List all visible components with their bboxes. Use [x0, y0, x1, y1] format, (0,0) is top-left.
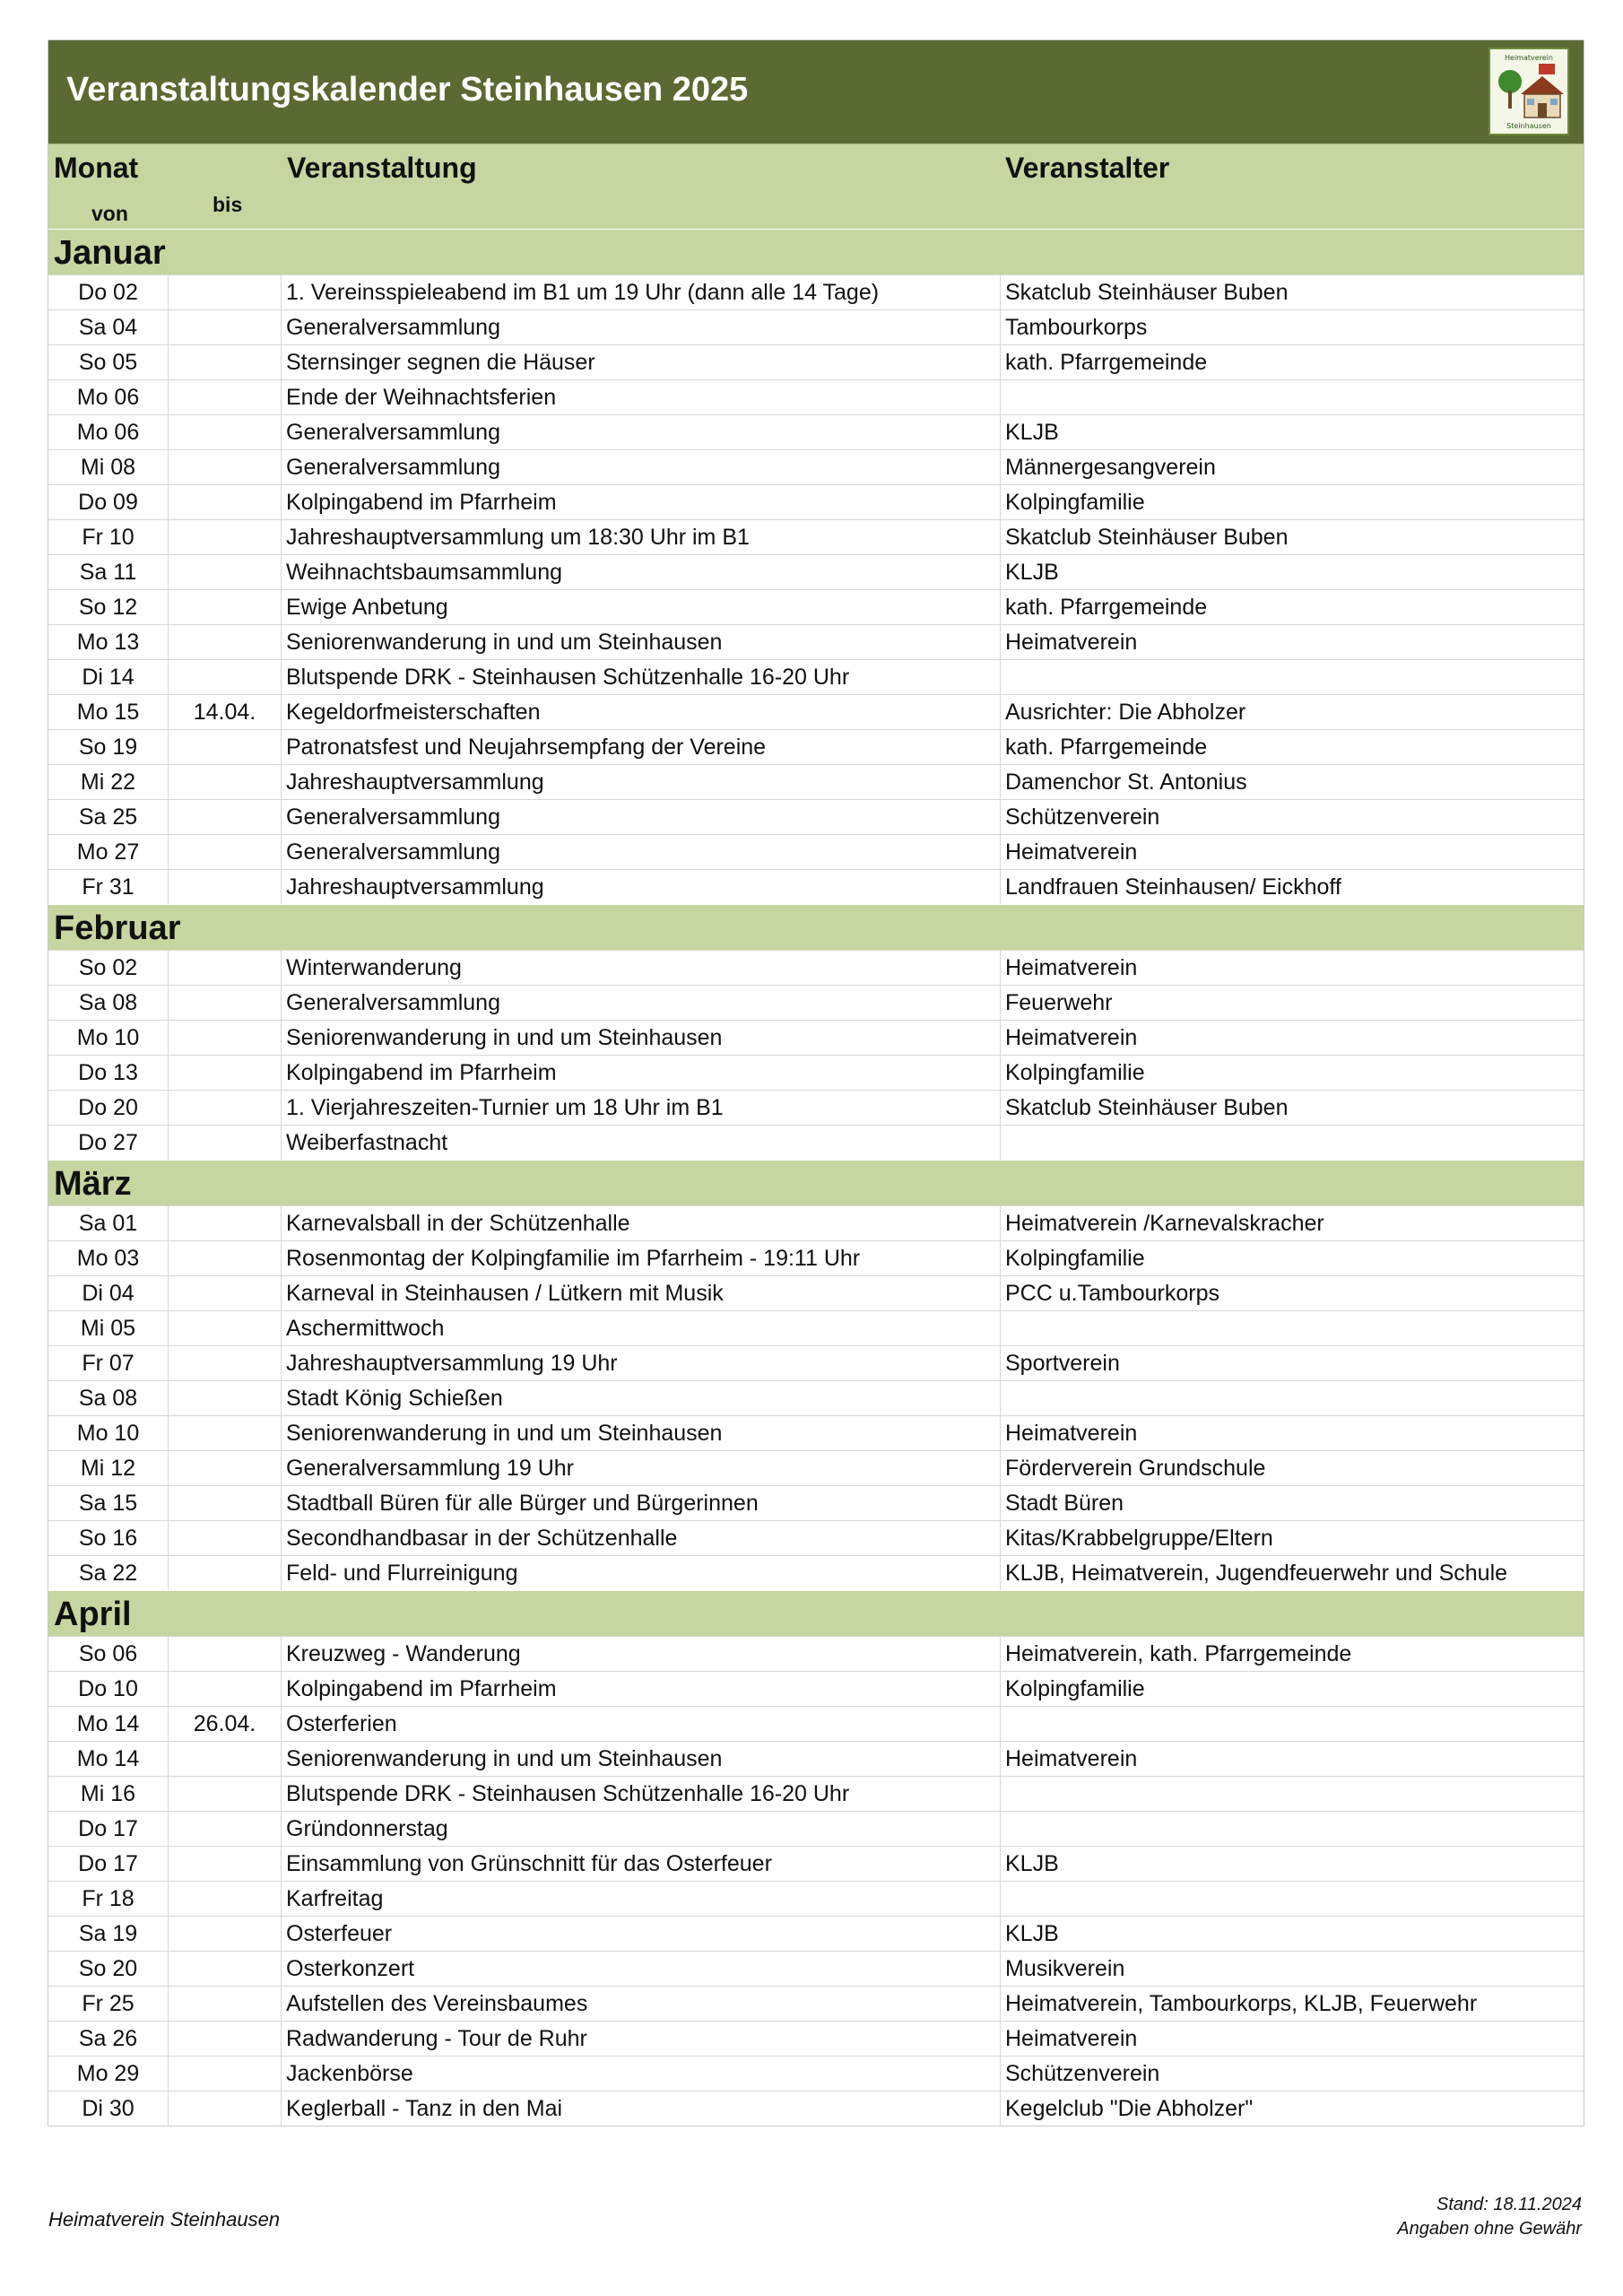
house-tree-emblem-icon [1488, 48, 1569, 135]
date-from: So 06 [48, 1637, 169, 1671]
date-from: So 02 [48, 951, 169, 985]
organizer: KLJB, Heimatverein, Jugendfeuerwehr und Schule [1005, 1561, 1508, 1586]
table-row [48, 1275, 1584, 1310]
event-name: 1. Vierjahreszeiten-Turnier um 18 Uhr im B1 [282, 1091, 1001, 1125]
date-to [169, 520, 282, 554]
date-from: Sa 11 [48, 555, 169, 589]
date-to [169, 765, 282, 799]
date-to [169, 1672, 282, 1706]
date-from: Do 13 [48, 1056, 169, 1090]
date-from: Do 20 [48, 1091, 169, 1125]
date-to [169, 1056, 282, 1090]
organizer: Kegelclub "Die Abholzer" [1005, 2096, 1254, 2121]
date-to [169, 625, 282, 659]
date-from: Mo 15 [48, 695, 169, 729]
header-bis: bis [213, 193, 243, 216]
date-from: Mo 10 [48, 1021, 169, 1055]
event-name: Aschermittwoch [282, 1311, 1001, 1345]
event-name: Gründonnerstag [282, 1812, 1001, 1846]
month-header [48, 1160, 1584, 1205]
event-name: Jackenbörse [282, 2057, 1001, 2091]
date-from: Mo 14 [48, 1707, 169, 1741]
event-name: Keglerball - Tanz in den Mai [282, 2092, 1001, 2126]
date-from: Mi 08 [48, 450, 169, 484]
table-row [48, 484, 1584, 519]
event-name: Sternsinger segnen die Häuser [282, 345, 1001, 379]
table-row [48, 1345, 1584, 1380]
organizer: kath. Pfarrgemeinde [1005, 350, 1208, 375]
footer-note: Angaben ohne Gewähr [1397, 2219, 1582, 2239]
date-from: So 12 [48, 590, 169, 624]
event-name: Jahreshauptversammlung [282, 765, 1001, 799]
table-row [48, 1125, 1584, 1160]
organizer: PCC u.Tambourkorps [1005, 1281, 1219, 1306]
date-from: Fr 31 [48, 870, 169, 904]
event-name: Blutspende DRK - Steinhausen Schützenhalle 16-20 Uhr [282, 1777, 1001, 1811]
organizer [1001, 1777, 1584, 1811]
event-name: Kegeldorfmeisterschaften [282, 695, 1001, 729]
date-to [169, 1126, 282, 1160]
date-from: Mo 14 [48, 1742, 169, 1776]
organizer: Förderverein Grundschule [1005, 1456, 1266, 1481]
footer-info [1397, 2193, 1582, 2241]
date-from: Sa 04 [48, 310, 169, 344]
table-row [48, 519, 1584, 554]
table-row [48, 1555, 1584, 1590]
organizer [1001, 1812, 1584, 1846]
date-from: Sa 22 [48, 1556, 169, 1590]
event-name: Jahreshauptversammlung um 18:30 Uhr im B1 [282, 520, 1001, 554]
date-to [169, 1777, 282, 1811]
date-from: Mo 10 [48, 1416, 169, 1450]
event-name: Aufstellen des Vereinsbaumes [282, 1987, 1001, 2021]
organizer: Feuerwehr [1005, 990, 1113, 1015]
date-to [169, 1276, 282, 1310]
table-row [48, 1090, 1584, 1125]
table-row [48, 985, 1584, 1020]
header-von: von [91, 202, 128, 225]
date-to [169, 380, 282, 414]
event-name: Seniorenwanderung in und um Steinhausen [282, 1742, 1001, 1776]
date-to [169, 345, 282, 379]
organizer: kath. Pfarrgemeinde [1005, 595, 1208, 620]
date-to [169, 1556, 282, 1590]
event-name: Seniorenwanderung in und um Steinhausen [282, 625, 1001, 659]
organizer: Sportverein [1005, 1351, 1120, 1376]
event-name: Osterfeuer [282, 1917, 1001, 1951]
organizer: KLJB [1005, 420, 1059, 445]
event-name: Weiberfastnacht [282, 1126, 1001, 1160]
date-to [169, 835, 282, 869]
months-container [48, 229, 1584, 2126]
date-to [169, 1346, 282, 1380]
month-header [48, 904, 1584, 950]
table-row [48, 1636, 1584, 1671]
event-name: Generalversammlung 19 Uhr [282, 1451, 1001, 1485]
organizer: Landfrauen Steinhausen/ Eickhoff [1005, 874, 1341, 900]
table-row [48, 1951, 1584, 1986]
date-from: Fr 18 [48, 1882, 169, 1916]
table-row [48, 1205, 1584, 1240]
date-from: Mi 12 [48, 1451, 169, 1485]
date-from: Do 10 [48, 1672, 169, 1706]
event-name: Einsammlung von Grünschnitt für das Osterfeuer [282, 1847, 1001, 1881]
table-row [48, 1986, 1584, 2021]
title-bar [48, 40, 1584, 144]
header-monat: Monat [54, 152, 139, 184]
organizer: Kolpingfamilie [1005, 1060, 1145, 1085]
table-row [48, 950, 1584, 985]
event-name: Seniorenwanderung in und um Steinhausen [282, 1416, 1001, 1450]
date-to [169, 450, 282, 484]
table-row [48, 1776, 1584, 1811]
table-row [48, 414, 1584, 449]
date-from: Mi 05 [48, 1311, 169, 1345]
date-to [169, 951, 282, 985]
date-to [169, 660, 282, 694]
organizer [1001, 1126, 1584, 1160]
month-name: März [54, 1165, 132, 1203]
event-name: Kolpingabend im Pfarrheim [282, 1056, 1001, 1090]
month-name: Januar [54, 234, 166, 272]
date-to [169, 1952, 282, 1986]
date-from: Fr 07 [48, 1346, 169, 1380]
date-from: Mo 06 [48, 380, 169, 414]
organizer [1001, 1707, 1584, 1741]
event-name: Kolpingabend im Pfarrheim [282, 485, 1001, 519]
date-to [169, 730, 282, 764]
date-to [169, 590, 282, 624]
footer-organization: Heimatverein Steinhausen [48, 2208, 281, 2231]
table-row [48, 729, 1584, 764]
table-row [48, 1415, 1584, 1450]
table-row [48, 1020, 1584, 1055]
event-name: Rosenmontag der Kolpingfamilie im Pfarrheim - 19:11 Uhr [282, 1241, 1001, 1275]
date-to [169, 1416, 282, 1450]
date-to [169, 1486, 282, 1520]
date-from: Sa 08 [48, 986, 169, 1020]
table-row [48, 309, 1584, 344]
table-row [48, 1741, 1584, 1776]
organizer: kath. Pfarrgemeinde [1005, 735, 1208, 760]
table-row [48, 379, 1584, 414]
organizer: Schützenverein [1005, 804, 1160, 830]
table-row [48, 2056, 1584, 2091]
organizer: Heimatverein [1005, 2026, 1138, 2051]
table-row [48, 1055, 1584, 1090]
event-name: Stadt König Schießen [282, 1381, 1001, 1415]
organizer: Heimatverein, Tambourkorps, KLJB, Feuerwehr [1005, 1991, 1478, 2016]
date-to [169, 1241, 282, 1275]
organizer: Kolpingfamilie [1005, 1246, 1145, 1271]
date-from: Di 30 [48, 2092, 169, 2126]
page-title: Veranstaltungskalender Steinhausen 2025 [66, 71, 749, 109]
date-from: So 19 [48, 730, 169, 764]
calendar-sheet [48, 39, 1584, 2126]
date-from: Sa 25 [48, 800, 169, 834]
date-from: Mo 29 [48, 2057, 169, 2091]
event-name: Kolpingabend im Pfarrheim [282, 1672, 1001, 1706]
event-name: Generalversammlung [282, 986, 1001, 1020]
table-row [48, 344, 1584, 379]
date-to [169, 1882, 282, 1916]
date-to [169, 1987, 282, 2021]
organizer [1001, 380, 1584, 414]
organizer: Tambourkorps [1005, 315, 1148, 340]
date-from: Mi 16 [48, 1777, 169, 1811]
table-row [48, 1485, 1584, 1520]
organizer: Skatclub Steinhäuser Buben [1005, 525, 1289, 550]
date-from: So 20 [48, 1952, 169, 1986]
date-from: Sa 08 [48, 1381, 169, 1415]
organizer: Heimatverein /Karnevalskracher [1005, 1211, 1324, 1236]
footer-stand: Stand: 18.11.2024 [1436, 2195, 1582, 2214]
table-row [48, 659, 1584, 694]
organizer: Stadt Büren [1005, 1491, 1124, 1516]
organizer: KLJB [1005, 1921, 1059, 1946]
organizer: Heimatverein [1005, 1746, 1138, 1771]
date-to [169, 1742, 282, 1776]
date-to: 14.04. [169, 695, 282, 729]
table-row [48, 1240, 1584, 1275]
table-row [48, 554, 1584, 589]
organizer: KLJB [1005, 560, 1059, 585]
event-name: Patronatsfest und Neujahrsempfang der Vereine [282, 730, 1001, 764]
table-row [48, 624, 1584, 659]
event-name: Secondhandbasar in der Schützenhalle [282, 1521, 1001, 1555]
date-to [169, 1812, 282, 1846]
organizer [1001, 660, 1584, 694]
month-name: April [54, 1596, 132, 1633]
organizer: Ausrichter: Die Abholzer [1005, 700, 1246, 725]
date-to [169, 485, 282, 519]
table-row [48, 1881, 1584, 1916]
table-row [48, 449, 1584, 484]
date-to [169, 2092, 282, 2126]
table-row [48, 1310, 1584, 1345]
organizer [1001, 1381, 1584, 1415]
organizer: Skatclub Steinhäuser Buben [1005, 280, 1289, 305]
date-from: Do 09 [48, 485, 169, 519]
month-header [48, 1590, 1584, 1636]
date-to [169, 800, 282, 834]
event-name: Karnevalsball in der Schützenhalle [282, 1206, 1001, 1240]
table-row [48, 2021, 1584, 2056]
date-from: Di 04 [48, 1276, 169, 1310]
event-name: Jahreshauptversammlung [282, 870, 1001, 904]
month-header [48, 229, 1584, 274]
table-row [48, 834, 1584, 869]
organizer [1001, 1311, 1584, 1345]
table-row [48, 869, 1584, 904]
date-from: Mo 06 [48, 415, 169, 449]
date-from: Mi 22 [48, 765, 169, 799]
organizer: Heimatverein [1005, 839, 1138, 865]
date-to [169, 2022, 282, 2056]
header-veranstalter: Veranstalter [1005, 152, 1170, 184]
date-from: So 05 [48, 345, 169, 379]
organizer: Heimatverein [1005, 1421, 1138, 1446]
event-name: Feld- und Flurreinigung [282, 1556, 1001, 1590]
date-from: Mo 27 [48, 835, 169, 869]
date-from: Di 14 [48, 660, 169, 694]
organizer: KLJB [1005, 1851, 1059, 1876]
organizer: Schützenverein [1005, 2061, 1160, 2086]
date-from: So 16 [48, 1521, 169, 1555]
column-header-row [48, 144, 1584, 187]
date-to [169, 1637, 282, 1671]
event-name: Radwanderung - Tour de Ruhr [282, 2022, 1001, 2056]
date-from: Do 02 [48, 275, 169, 309]
date-from: Sa 19 [48, 1917, 169, 1951]
date-to [169, 555, 282, 589]
organizer: Heimatverein [1005, 630, 1138, 655]
event-name: Generalversammlung [282, 310, 1001, 344]
table-row [48, 274, 1584, 309]
date-from: Sa 01 [48, 1206, 169, 1240]
date-from: Fr 10 [48, 520, 169, 554]
date-to [169, 1381, 282, 1415]
event-name: Ewige Anbetung [282, 590, 1001, 624]
table-row [48, 1380, 1584, 1415]
subheader-row [48, 187, 1584, 229]
organizer: Kolpingfamilie [1005, 490, 1145, 515]
event-name: Generalversammlung [282, 450, 1001, 484]
date-to [169, 1091, 282, 1125]
event-name: Ende der Weihnachtsferien [282, 380, 1001, 414]
organizer: Heimatverein, kath. Pfarrgemeinde [1005, 1641, 1352, 1666]
table-row [48, 589, 1584, 624]
date-to: 26.04. [169, 1707, 282, 1741]
organizer: Skatclub Steinhäuser Buben [1005, 1095, 1289, 1120]
logo-top-text: Heimatverein [1505, 54, 1553, 62]
event-name: Weihnachtsbaumsammlung [282, 555, 1001, 589]
event-name: Karfreitag [282, 1882, 1001, 1916]
date-to [169, 415, 282, 449]
event-name: Kreuzweg - Wanderung [282, 1637, 1001, 1671]
date-to [169, 1451, 282, 1485]
date-from: Do 27 [48, 1126, 169, 1160]
organizer: Heimatverein [1005, 955, 1138, 980]
date-to [169, 870, 282, 904]
event-name: 1. Vereinsspieleabend im B1 um 19 Uhr (dann alle 14 Tage) [282, 275, 1001, 309]
logo-bottom-text: Steinhausen [1506, 122, 1551, 130]
date-to [169, 1311, 282, 1345]
date-from: Mo 13 [48, 625, 169, 659]
event-name: Generalversammlung [282, 800, 1001, 834]
date-from: Fr 25 [48, 1987, 169, 2021]
date-to [169, 1917, 282, 1951]
table-row [48, 1450, 1584, 1485]
organizer: Kolpingfamilie [1005, 1676, 1145, 1701]
date-from: Mo 03 [48, 1241, 169, 1275]
organizer: Männergesangverein [1005, 455, 1216, 480]
event-name: Stadtball Büren für alle Bürger und Bürgerinnen [282, 1486, 1001, 1520]
organizer: Heimatverein [1005, 1025, 1138, 1050]
table-row [48, 799, 1584, 834]
date-to [169, 2057, 282, 2091]
event-name: Blutspende DRK - Steinhausen Schützenhalle 16-20 Uhr [282, 660, 1001, 694]
table-row [48, 1916, 1584, 1951]
date-to [169, 986, 282, 1020]
event-name: Karneval in Steinhausen / Lütkern mit Musik [282, 1276, 1001, 1310]
date-to [169, 310, 282, 344]
date-to [169, 1021, 282, 1055]
event-name: Jahreshauptversammlung 19 Uhr [282, 1346, 1001, 1380]
date-to [169, 1521, 282, 1555]
table-row [48, 1811, 1584, 1846]
organizer: Damenchor St. Antonius [1005, 770, 1247, 795]
month-name: Februar [54, 909, 181, 947]
table-row [48, 694, 1584, 729]
date-from: Do 17 [48, 1812, 169, 1846]
table-row [48, 764, 1584, 799]
event-name: Winterwanderung [282, 951, 1001, 985]
organizer [1001, 1882, 1584, 1916]
table-row [48, 1846, 1584, 1881]
table-row [48, 2091, 1584, 2126]
event-name: Generalversammlung [282, 415, 1001, 449]
date-from: Sa 26 [48, 2022, 169, 2056]
table-row [48, 1706, 1584, 1741]
organizer: Kitas/Krabbelgruppe/Eltern [1005, 1526, 1273, 1551]
event-name: Generalversammlung [282, 835, 1001, 869]
date-to [169, 275, 282, 309]
date-to [169, 1847, 282, 1881]
table-row [48, 1671, 1584, 1706]
organizer: Musikverein [1005, 1956, 1125, 1981]
header-veranstaltung: Veranstaltung [287, 152, 477, 184]
event-name: Osterferien [282, 1707, 1001, 1741]
date-from: Do 17 [48, 1847, 169, 1881]
date-to [169, 1206, 282, 1240]
event-name: Seniorenwanderung in und um Steinhausen [282, 1021, 1001, 1055]
event-name: Osterkonzert [282, 1952, 1001, 1986]
table-row [48, 1520, 1584, 1555]
date-from: Sa 15 [48, 1486, 169, 1520]
